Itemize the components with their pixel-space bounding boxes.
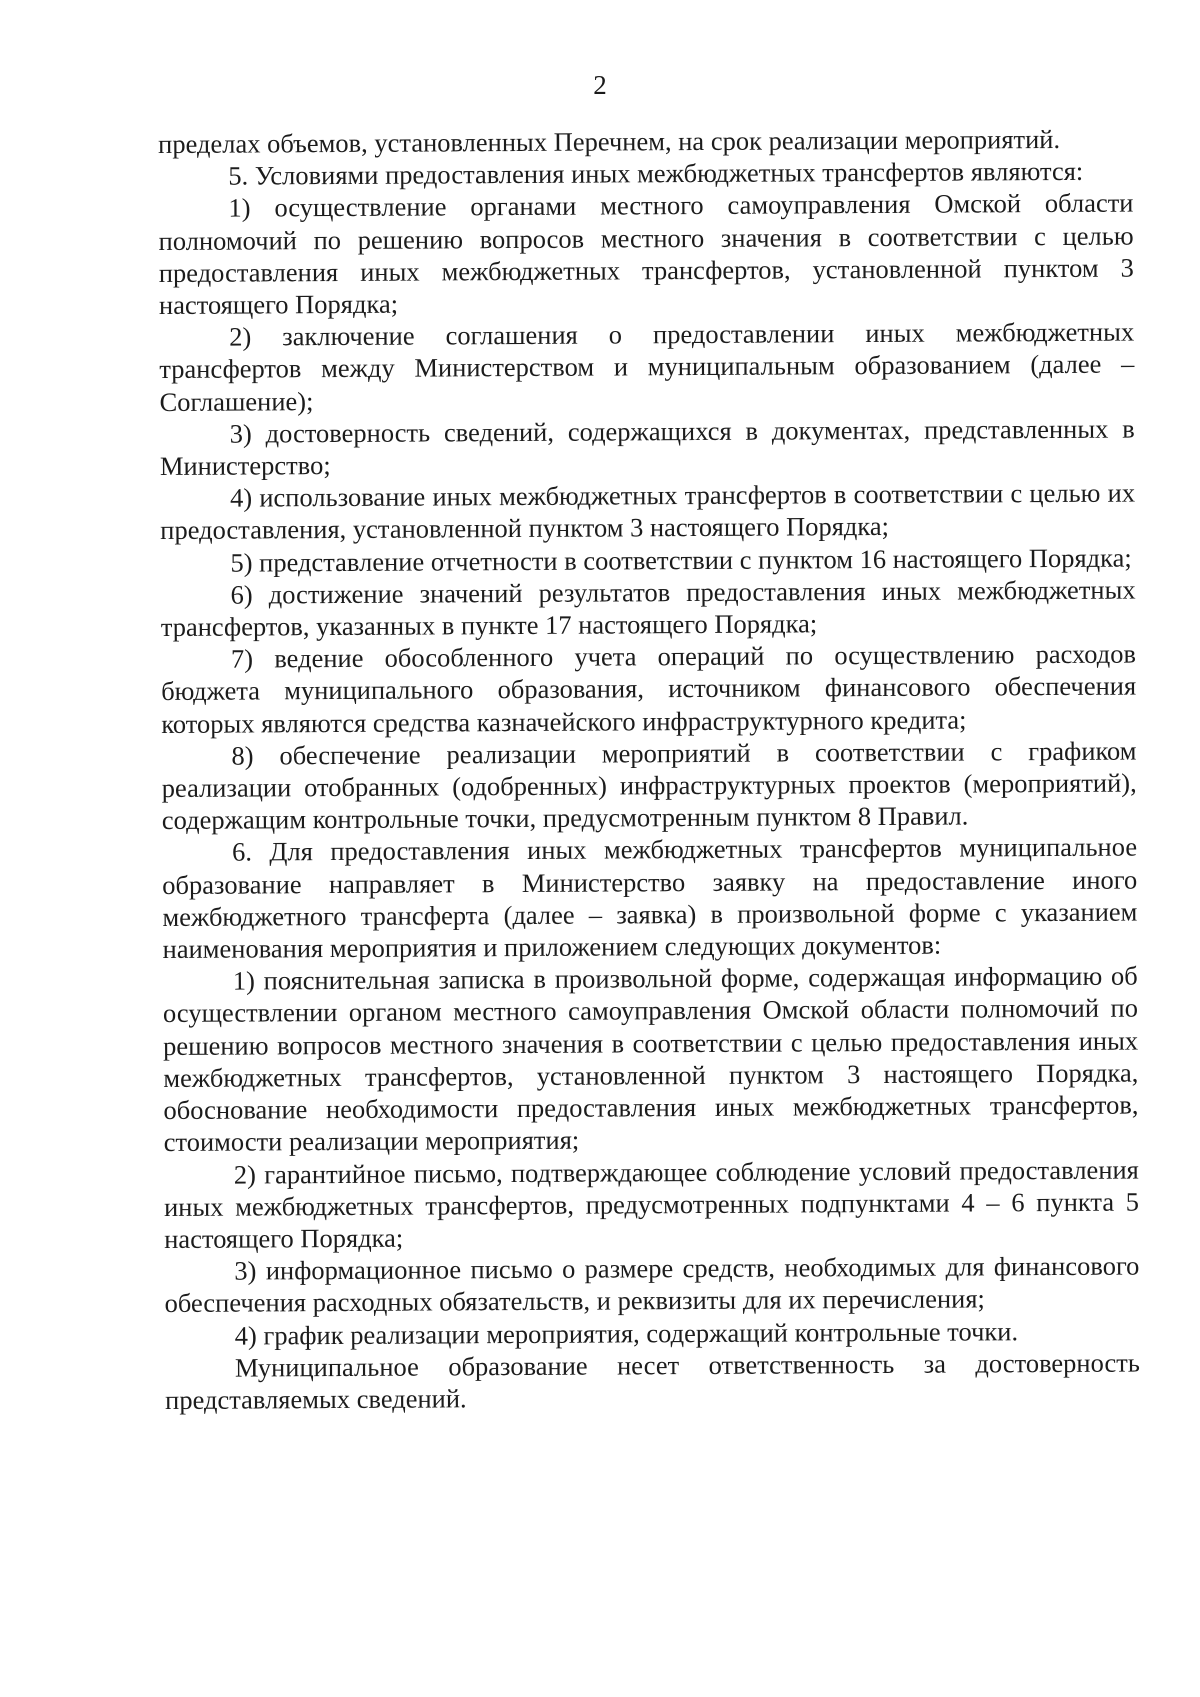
paragraph-5-sub-3: 3) достоверность сведений, содержащихся в документах, представленных в Министерство; (159, 413, 1135, 482)
paragraph-item-6: 6. Для предоставления иных межбюджетных трансфертов муниципальное образование направляет в Министерство заявку на предоставление иного межбюджетного трансферта (далее – заявка) в произвольной форме с указанием наименования мероприятия и приложением следующих документов: (162, 832, 1138, 965)
paragraph-5-sub-5: 5) представление отчетности в соответствии с пунктом 16 настоящего Порядка; (230, 542, 1132, 578)
document-body (158, 123, 1140, 1417)
paragraph-6-sub-2: 2) гарантийное письмо, подтверждающее соблюдение условий предоставления иных межбюджетных трансфертов, предусмотренных подпунктами 4 – 6 пункта 5 настоящего Порядка; (163, 1154, 1140, 1254)
paragraph-item-5: 5. Условиями предоставления иных межбюджетных трансфертов являются: (228, 156, 1084, 191)
paragraph-5-sub-4: 4) использование иных межбюджетных трансфертов в соответствии с целью их предоставления, установленной пунктом 3 настоящего Порядка; (160, 477, 1136, 546)
paragraph-responsibility: Муниципальное образование несет ответственность за достоверность представляемых сведений. (165, 1347, 1140, 1415)
paragraph-6-sub-1: 1) пояснительная записка в произвольной форме, содержащая информацию об осуществлении органом местного самоуправления Омской области полномочий по решению вопросов местного значения в соответствии с целью предоставления иных межбюджетных трансфертов, установленной пунктом 3 настоящего Порядка, обоснование необходимости предоставления иных межбюджетных трансфертов, стоимости реализации мероприятия; (162, 960, 1139, 1158)
paragraph-5-sub-6: 6) достижение значений результатов предоставления иных межбюджетных трансфертов, указанных в пункте 17 настоящего Порядка; (160, 574, 1136, 643)
paragraph-5-sub-1: 1) осуществление органами местного самоуправления Омской области полномочий по решению вопросов местного значения в соответствии с целью предоставления иных межбюджетных трансфертов, установленной пунктом 3 настоящего Порядка; (158, 187, 1134, 321)
page-number: 2 (593, 70, 607, 100)
paragraph-5-sub-8: 8) обеспечение реализации мероприятий в соответствии с графиком реализации отобранных (одобренных) инфраструктурных проектов (мероприятий), содержащим контрольные точки, предусмотренным пунктом 8 Правил. (161, 735, 1137, 836)
paragraph-5-sub-7: 7) ведение обособленного учета операций по осуществлению расходов бюджета муниципального образования, источником финансового обеспечения которых являются средства казначейского инфраструктурного кредита; (161, 638, 1137, 739)
paragraph-5-sub-2: 2) заключение соглашения о предоставлении иных межбюджетных трансфертов между Министерством и муниципальным образованием (далее – Соглашение); (159, 316, 1135, 417)
paragraph-6-sub-3: 3) информационное письмо о размере средств, необходимых для финансового обеспечения расходных обязательств, и реквизиты для их перечисления; (164, 1250, 1140, 1319)
paragraph-continuation: пределах объемов, установленных Перечнем, на срок реализации мероприятий. (158, 123, 1061, 159)
paragraph-6-sub-4: 4) график реализации мероприятия, содержащий контрольные точки. (234, 1315, 1019, 1351)
